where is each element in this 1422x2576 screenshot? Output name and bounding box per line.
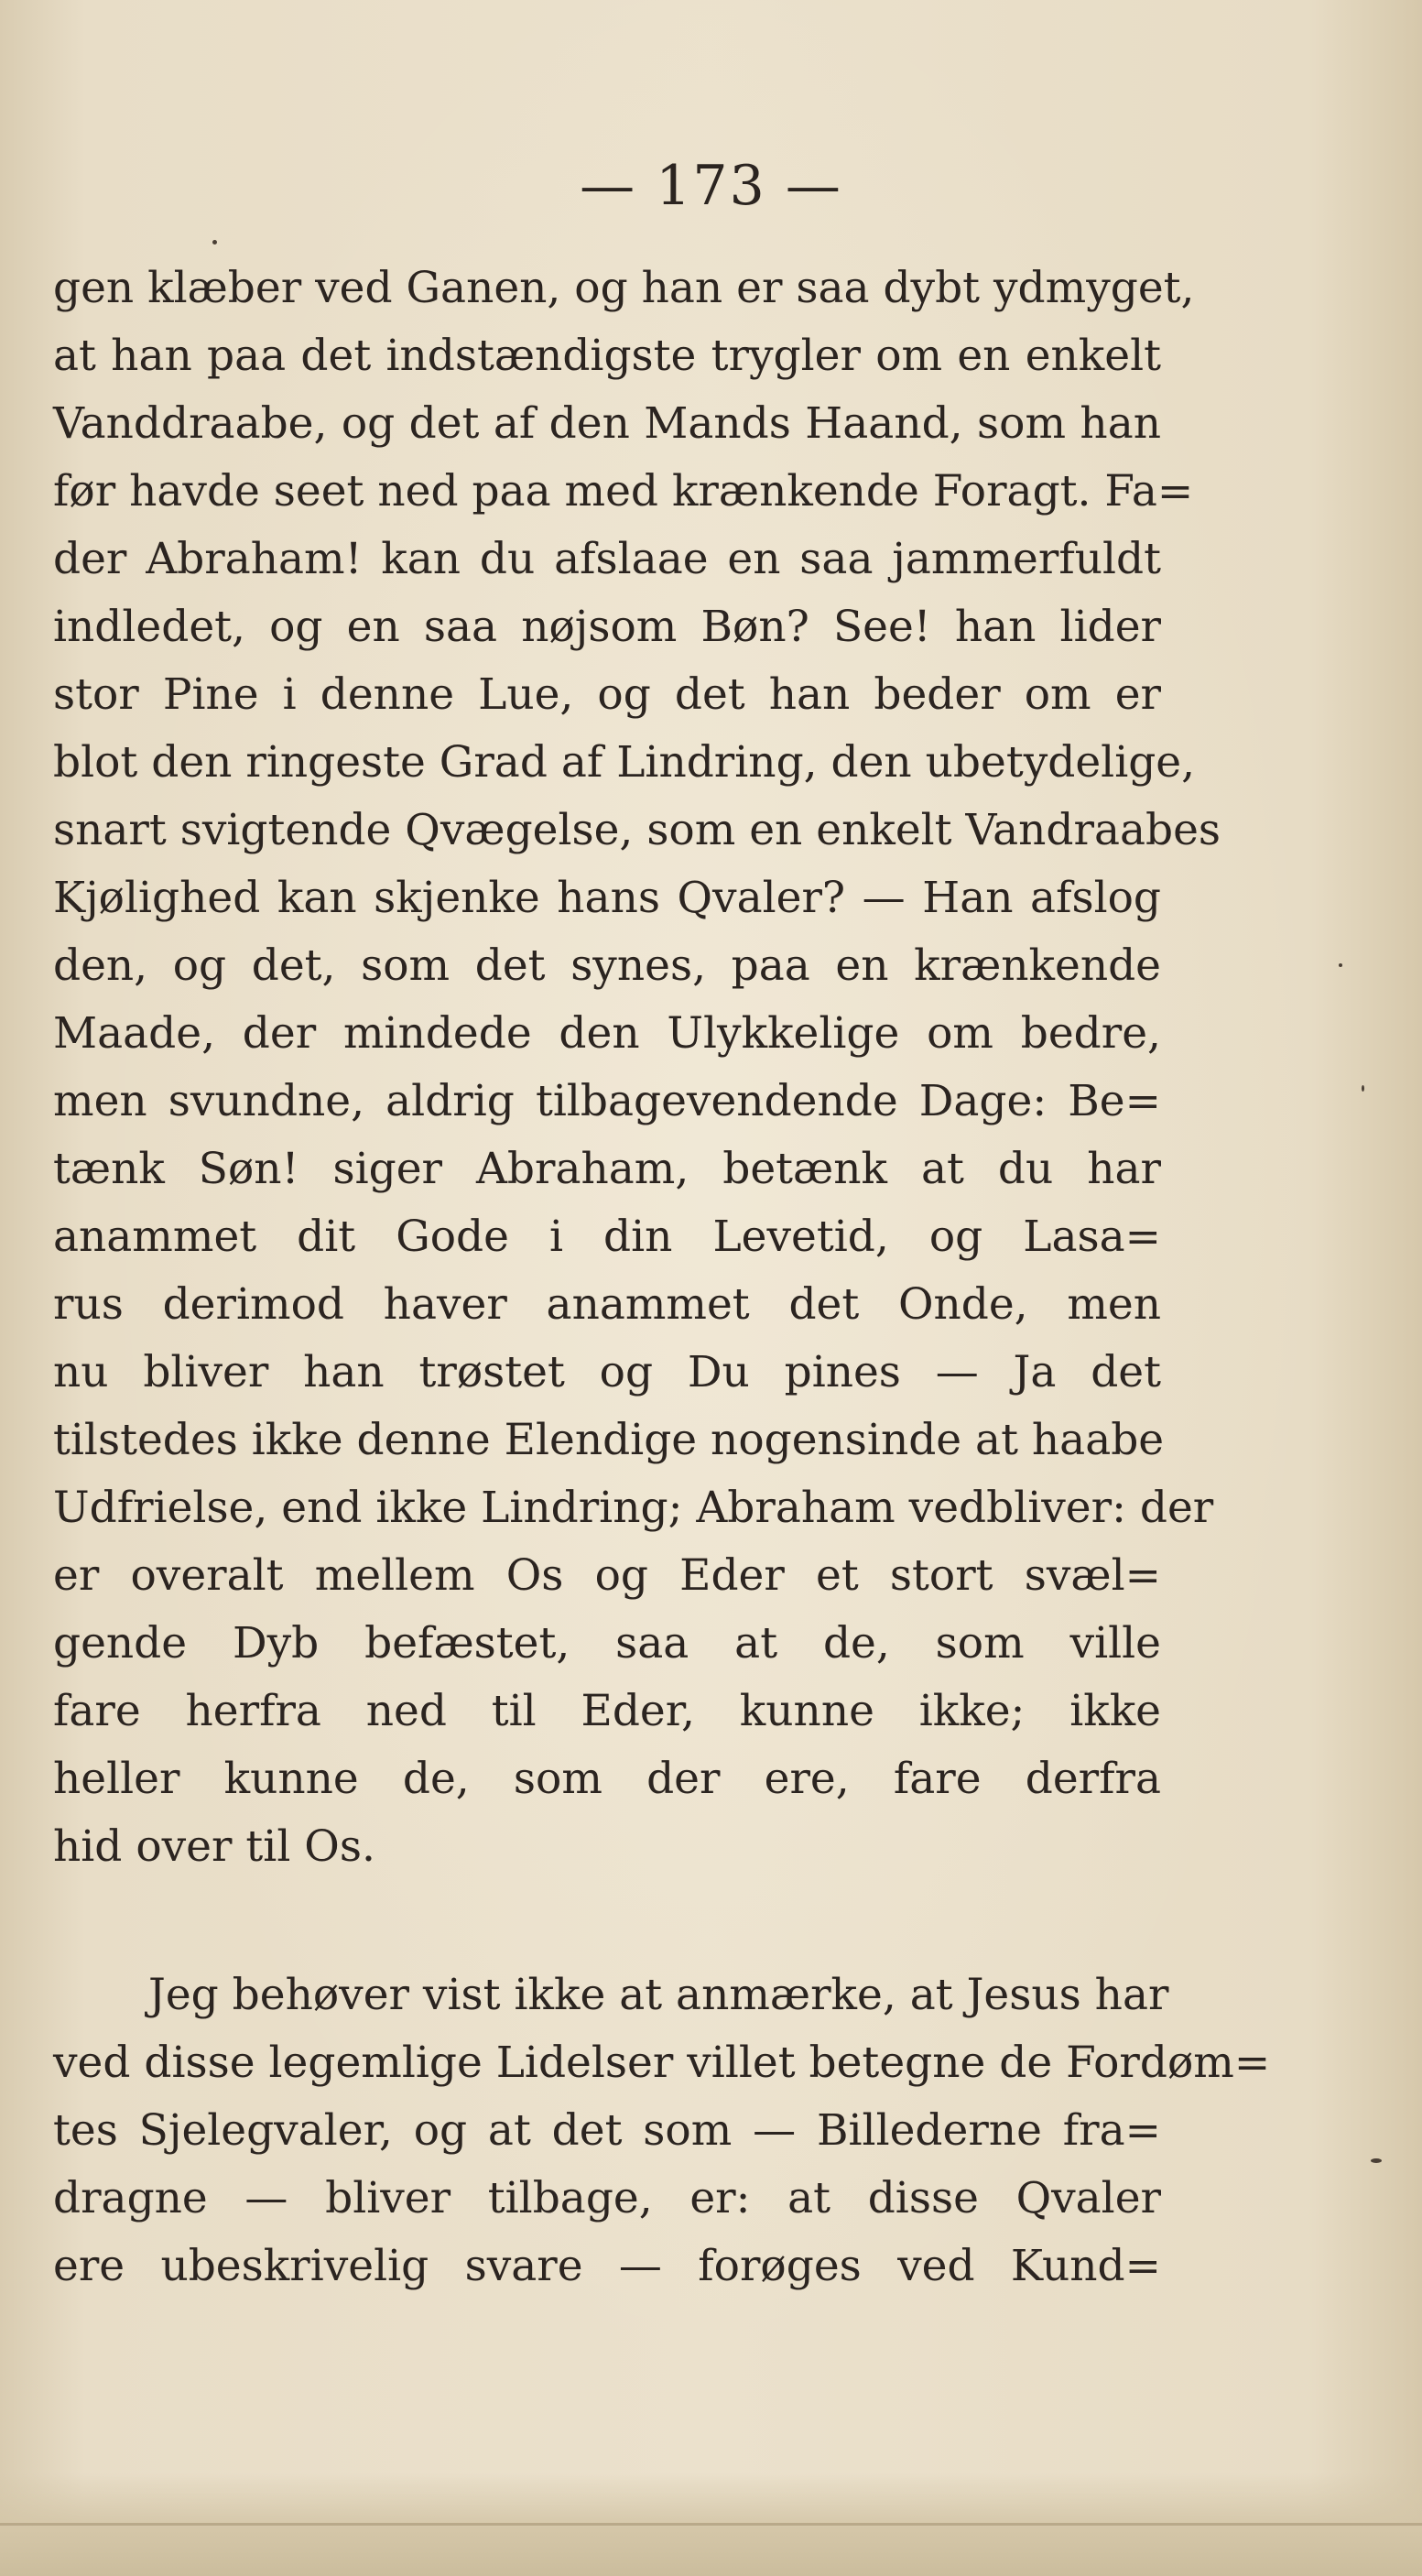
text-line: er overalt mellem Os og Eder et stort svæl= [53,1550,1161,1601]
text-line: ved disse legemlige Lidelser villet betegne de Fordøm= [53,2038,1271,2088]
text-line: hid over til Os. [53,1821,375,1872]
text-line: blot den ringeste Grad af Lindring, den ubetydelige, [53,737,1196,788]
paper-speck [1339,963,1342,967]
text-line: rus derimod haver anammet det Onde, men [53,1279,1161,1330]
text-line: tænk Søn! siger Abraham, betænk at du har [53,1144,1161,1194]
text-line: Udfrielse, end ikke Lindring; Abraham vedbliver: der [53,1483,1214,1533]
text-line: anammet dit Gode i din Levetid, og Lasa= [53,1212,1161,1262]
text-line: snart svigtende Qvægelse, som en enkelt Vandraabes [53,805,1221,855]
text-line: gen klæber ved Ganen, og han er saa dybt ydmyget, [53,263,1195,313]
text-line: Jeg behøver vist ikke at anmærke, at Jesus har [148,1970,1169,2020]
paragraph-2 [53,1962,1271,2300]
text-line: Vanddraabe, og det af den Mands Haand, som han [53,398,1161,449]
paper-speck [212,240,217,245]
text-line: gende Dyb befæstet, saa at de, som ville [53,1618,1161,1668]
text-line: tes Sjelegvaler, og at det som — Billederne fra= [53,2105,1161,2156]
text-line: Maade, der mindede den Ulykkelige om bedre, [53,1008,1161,1059]
page-bottom-edge [0,2523,1422,2526]
body-text [53,255,1271,2300]
paragraph-1 [53,255,1221,1881]
text-line: indledet, og en saa nøjsom Bøn? See! han lider [53,602,1161,652]
text-line: heller kunne de, som der ere, fare derfra [53,1754,1161,1804]
text-line: at han paa det indstændigste trygler om en enkelt [53,331,1161,381]
text-line: nu bliver han trøstet og Du pines — Ja det [53,1347,1161,1397]
text-line: tilstedes ikke denne Elendige nogensinde at haabe [53,1415,1165,1465]
paragraph-gap [53,1881,1161,1962]
text-line: fare herfra ned til Eder, kunne ikke; ikke [53,1686,1161,1736]
text-line: Kjølighed kan skjenke hans Qvaler? — Han afslog [53,873,1161,923]
text-line: stor Pine i denne Lue, og det han beder om er [53,669,1161,720]
text-line: der Abraham! kan du afslaae en saa jammerfuldt [53,534,1161,584]
paper-speck [1362,1085,1364,1092]
page-number: — 173 — [580,154,842,218]
text-line: ere ubeskrivelig svare — forøges ved Kund= [53,2241,1161,2291]
text-line: dragne — bliver tilbage, er: at disse Qvaler [53,2173,1161,2223]
text-line: den, og det, som det synes, paa en krænkende [53,940,1161,991]
paper-speck [1371,2158,1382,2163]
text-line: men svundne, aldrig tilbagevendende Dage: Be= [53,1076,1161,1126]
text-line: før havde seet ned paa med krænkende Foragt. Fa= [53,466,1194,516]
